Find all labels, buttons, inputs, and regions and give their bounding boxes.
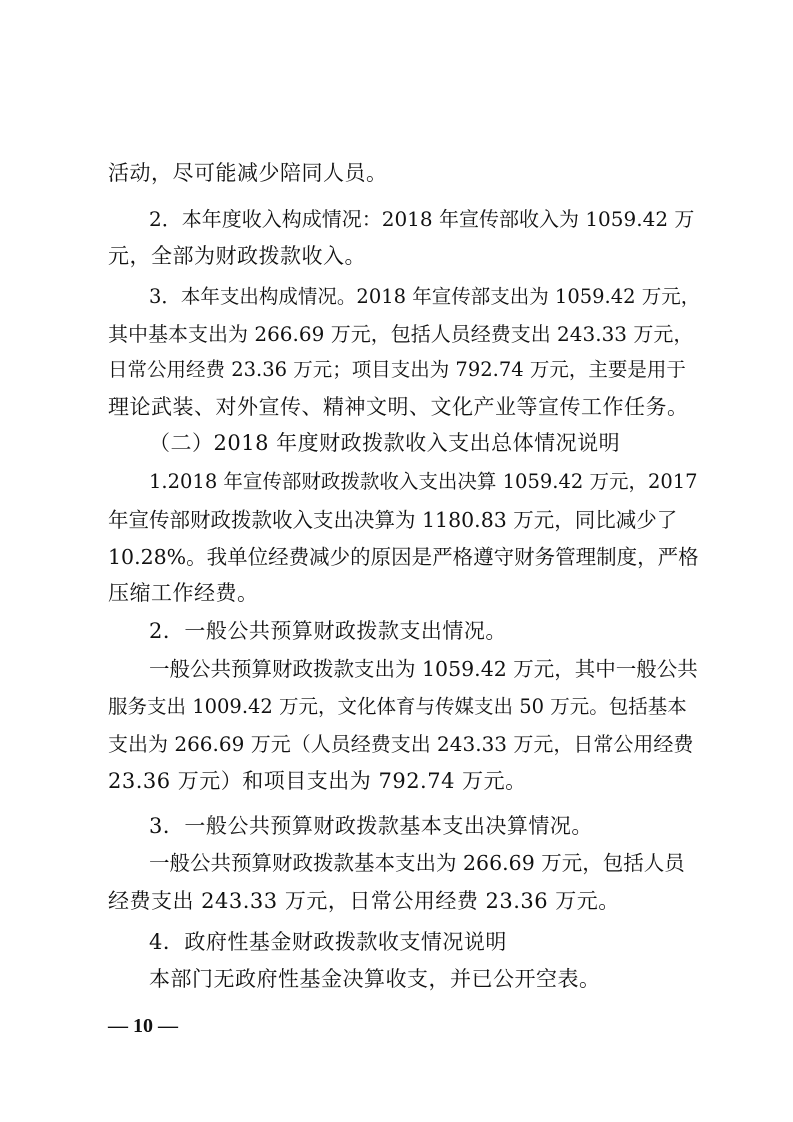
paragraph-line: 2．一般公共预算财政拨款支出情况。: [149, 619, 507, 643]
paragraph-line: 活动，尽可能减少陪同人员。: [108, 161, 388, 185]
paragraph-line: 1.2018 年宣传部财政拨款收入支出决算 1059.42 万元，2017: [149, 470, 698, 493]
paragraph-line: 一般公共预算财政拨款支出为 1059.42 万元，其中一般公共: [149, 657, 698, 681]
paragraph-line: 一般公共预算财政拨款基本支出为 266.69 万元，包括人员: [149, 851, 685, 875]
paragraph-line: 年宣传部财政拨款收入支出决算为 1180.83 万元，同比减少了: [108, 508, 678, 532]
paragraph-line: 理论武装、对外宣传、精神文明、文化产业等宣传工作任务。: [108, 395, 689, 419]
paragraph-line: 10.28%。我单位经费减少的原因是严格遵守财务管理制度，严格: [108, 545, 699, 569]
paragraph-line: 压缩工作经费。: [108, 581, 259, 605]
page-number: — 10 —: [108, 1015, 178, 1037]
section-heading: （二）2018 年度财政拨款收入支出总体情况说明: [149, 431, 621, 455]
paragraph-line: 其中基本支出为 266.69 万元，包括人员经费支出 243.33 万元，: [108, 322, 694, 346]
paragraph-line: 本部门无政府性基金决算收支，并已公开空表。: [149, 967, 601, 991]
paragraph-line: 3．本年支出构成情况。2018 年宣传部支出为 1059.42 万元，: [149, 285, 701, 308]
paragraph-line: 2．本年度收入构成情况：2018 年宣传部收入为 1059.42 万: [149, 207, 695, 231]
paragraph-line: 服务支出 1009.42 万元，文化体育与传媒支出 50 万元。包括基本: [108, 695, 687, 718]
paragraph-line: 日常公用经费 23.36 万元；项目支出为 792.74 万元，主要是用于: [108, 358, 686, 381]
paragraph-line: 3．一般公共预算财政拨款基本支出决算情况。: [149, 814, 593, 838]
paragraph-line: 元，全部为财政拨款收入。: [108, 244, 366, 268]
paragraph-line: 4．政府性基金财政拨款收支情况说明: [149, 930, 507, 954]
paragraph-line: 支出为 266.69 万元（人员经费支出 243.33 万元，日常公用经费: [108, 732, 694, 756]
paragraph-line: 23.36 万元）和项目支出为 792.74 万元。: [108, 769, 527, 793]
paragraph-line: 经费支出 243.33 万元，日常公用经费 23.36 万元。: [108, 889, 620, 913]
